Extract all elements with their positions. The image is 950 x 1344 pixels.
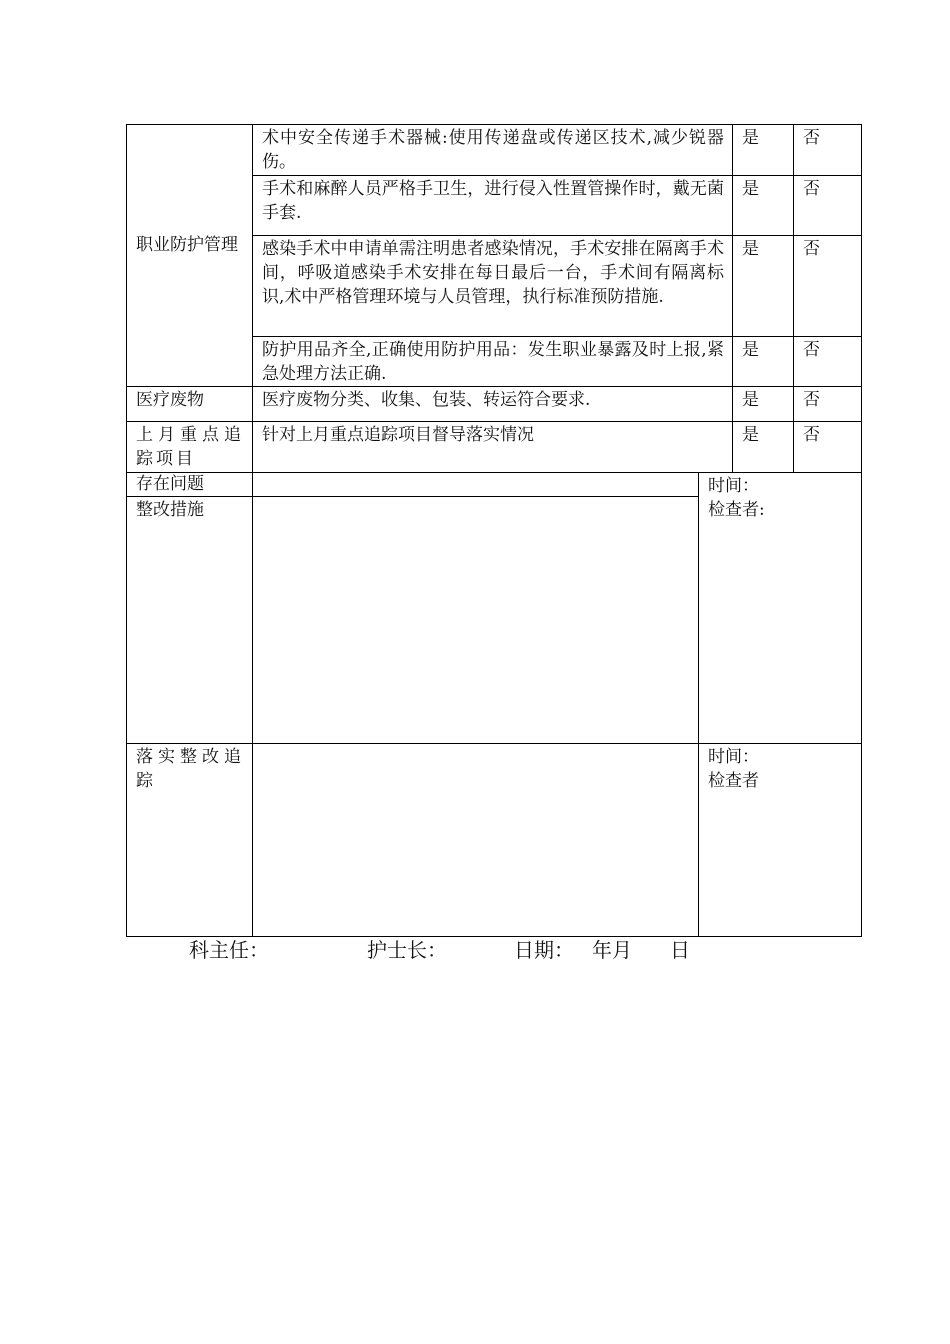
table-top-border (126, 124, 862, 125)
head-nurse-signature-label: 护士长： (367, 938, 447, 962)
inspector-label: 检查者: (708, 500, 765, 520)
check-item-no[interactable]: 否 (803, 128, 820, 148)
issues-label: 存在问题 (136, 474, 204, 494)
check-item-no[interactable]: 否 (803, 390, 820, 410)
check-item-text: 手术和麻醉人员严格手卫生，进行侵入性置管操作时，戴无菌手套. (262, 179, 724, 223)
check-item-yes[interactable]: 是 (742, 239, 759, 259)
check-item-yes[interactable]: 是 (742, 340, 759, 360)
check-item-yes[interactable]: 是 (742, 390, 759, 410)
row-divider (126, 421, 861, 422)
date-label: 日期： (514, 938, 574, 962)
check-item-no[interactable]: 否 (803, 239, 820, 259)
section-label-occupational: 职业防护管理 (136, 235, 238, 255)
check-item-text: 医疗废物分类、收集、包装、转运符合要求. (262, 390, 591, 410)
label-column-divider (252, 124, 253, 936)
section-label-followup: 上月重点追踪项目 (136, 425, 244, 469)
row-divider (126, 743, 861, 744)
date-day: 日 (670, 938, 690, 962)
row-divider (126, 472, 861, 473)
check-item-text: 针对上月重点追踪项目督导落实情况 (262, 425, 534, 445)
row-divider (126, 386, 861, 387)
director-signature-label: 科主任： (189, 938, 269, 962)
check-item-text: 感染手术中申请单需注明患者感染情况，手术安排在隔离手术间，呼吸道感染手术安排在每日最后一台，手术间有隔离标识,术中严格管理环境与人员管理，执行标准预防措施. (262, 239, 724, 307)
inspector-label: 检查者 (708, 771, 759, 791)
check-item-no[interactable]: 否 (803, 425, 820, 445)
check-item-no[interactable]: 否 (803, 340, 820, 360)
row-divider (126, 496, 698, 497)
check-item-no[interactable]: 否 (803, 179, 820, 199)
time-label: 时间： (708, 476, 759, 496)
tracking-label: 落实整改追踪 (136, 747, 244, 791)
row-divider (252, 175, 861, 176)
check-item-yes[interactable]: 是 (742, 425, 759, 445)
check-item-text: 防护用品齐全,正确使用防护用品：发生职业暴露及时上报,紧急处理方法正确. (262, 340, 724, 384)
no-column-divider (793, 124, 794, 472)
table-left-border (126, 124, 127, 936)
yes-column-divider (732, 124, 733, 472)
check-item-text: 术中安全传递手术器械:使用传递盘或传递区技术,减少锐器伤。 (262, 128, 724, 172)
row-divider (252, 235, 861, 236)
time-label: 时间： (708, 747, 759, 767)
table-right-border (861, 124, 862, 936)
check-item-yes[interactable]: 是 (742, 179, 759, 199)
row-divider (252, 336, 861, 337)
check-item-yes[interactable]: 是 (742, 128, 759, 148)
inspector-column-divider (698, 472, 699, 936)
date-year-month: 年月 (592, 938, 632, 962)
section-label-waste: 医疗废物 (136, 390, 204, 410)
measures-label: 整改措施 (136, 500, 204, 520)
